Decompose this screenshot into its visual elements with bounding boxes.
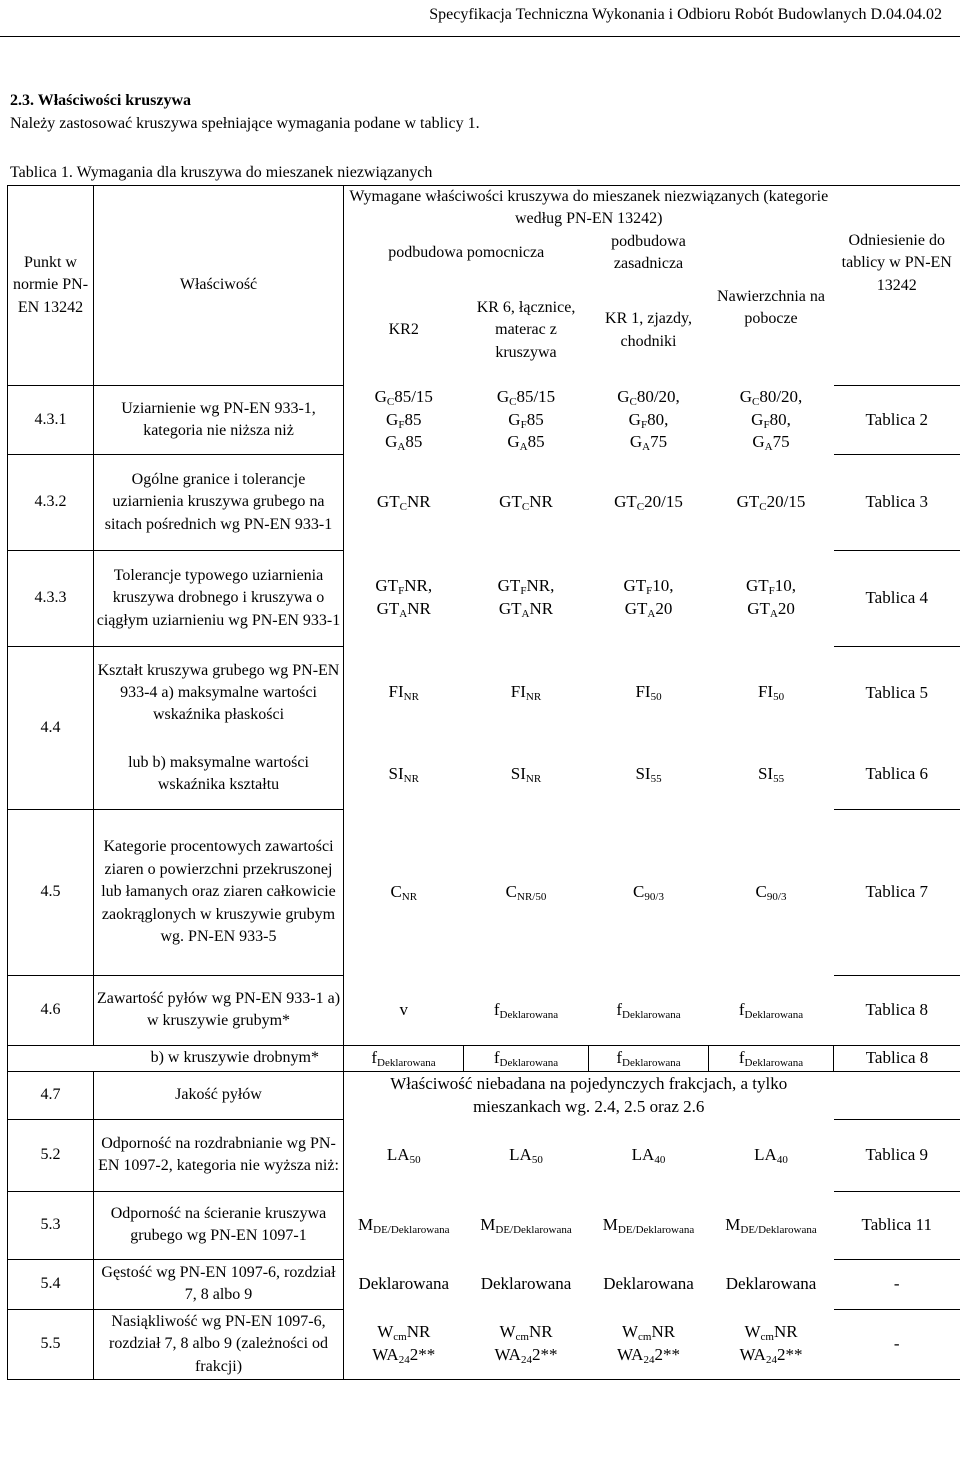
row-punkt: 5.5 — [8, 1309, 94, 1379]
cell-pobocze: $f_{Deklarowana}$ — [709, 1045, 834, 1071]
cell-pobocze: $W_{cm}NR$ $WA_{24}2**$ — [709, 1309, 834, 1379]
cell-kr6: $GT_FNR$, $GT_ANR$ — [497, 576, 555, 621]
row-property: Kształt kruszywa grubego wg PN-EN 933-4 a) maksymalne wartości wskaźnika płaskości — [94, 646, 344, 739]
cell-pobocze: $M_{DE/Deklarowana}$ — [725, 1214, 817, 1236]
cell-kr1: $f_{Deklarowana}$ — [616, 999, 681, 1021]
cell-kr2: $SI_{NR}$ — [388, 763, 419, 785]
section-title: 2.3. Właściwości kruszywa — [10, 92, 192, 109]
row-punkt: 4.3.1 — [8, 386, 94, 455]
row-reference: Tablica 8 — [834, 975, 960, 1045]
cell-kr1: $GT_C20/15$ — [614, 491, 683, 513]
table-row — [8, 809, 960, 975]
header-pomocnicza: podbudowa pomocnicza — [388, 243, 545, 261]
table-row — [8, 646, 960, 739]
cell-kr6: $M_{DE/Deklarowana}$ — [480, 1214, 572, 1236]
cell-pobocze: $SI_{55}$ — [757, 763, 785, 785]
table-row — [8, 1119, 960, 1191]
table-row — [8, 1071, 960, 1119]
row-property: Tolerancje typowego uziarnienia kruszywa drobnego i kruszywa o ciągłym uziarnieniu wg PN-EN 933-1 — [94, 550, 344, 646]
header-odniesienie: Odniesienie do tablicy w PN-EN 13242 — [834, 186, 960, 386]
table-row — [8, 1259, 960, 1309]
table-row — [8, 550, 960, 646]
table-row — [8, 1309, 960, 1379]
row-reference: Tablica 7 — [834, 809, 960, 975]
row-punkt: 5.3 — [8, 1191, 94, 1259]
row-note: Właściwość niebadana na pojedynczych frakcjach, a tylko mieszankach wg. 2.4, 2.5 oraz 2.6 — [344, 1071, 834, 1119]
cell-kr6: Deklarowana — [480, 1273, 572, 1293]
row-property: Uziarnienie wg PN-EN 933-1, kategoria nie niższa niż — [94, 386, 344, 455]
cell-pobocze: $GT_C20/15$ — [736, 491, 806, 513]
cell-kr6: $f_{Deklarowana}$ — [493, 999, 559, 1021]
row-reference: - — [834, 1259, 960, 1309]
cell-pobocze: Deklarowana — [725, 1273, 817, 1293]
row-punkt: 4.5 — [8, 809, 94, 975]
cell-kr6: $C_{NR/50}$ — [505, 881, 547, 903]
section-intro: Należy zastosować kruszywa spełniające wymagania podane w tablicy 1. — [10, 115, 480, 132]
cell-kr6: $W_{cm}NR$ $WA_{24}2**$ — [464, 1309, 589, 1379]
cell-kr2: $M_{DE/Deklarowana}$ — [358, 1214, 450, 1236]
cell-kr1: $LA_{40}$ — [631, 1144, 666, 1166]
header-divider — [0, 36, 960, 37]
table-row — [8, 975, 960, 1045]
cell-kr1: $SI_{55}$ — [635, 763, 662, 785]
row-reference: Tablica 5 — [834, 646, 960, 739]
cell-kr1: $FI_{50}$ — [635, 682, 662, 704]
row-punkt: 5.4 — [8, 1259, 94, 1309]
header-wlasciwosc: Właściwość — [94, 186, 344, 386]
row-property: lub b) maksymalne wartości wskaźnika kształtu — [94, 739, 344, 809]
row-punkt: 4.7 — [8, 1071, 94, 1119]
cell-kr1: $G_C80/20$, $G_F80$, $G_A75$ — [617, 386, 680, 454]
row-property: Odporność na ścieranie kruszywa grubego wg PN-EN 1097-1 — [94, 1191, 344, 1259]
cell-kr2: $W_{cm}NR$ $WA_{24}2**$ — [344, 1309, 464, 1379]
cell-kr6: $FI_{NR}$ — [510, 682, 542, 704]
cell-kr2: $C_{NR}$ — [390, 881, 418, 903]
row-property: Gęstość wg PN-EN 1097-6, rozdział 7, 8 albo 9 — [94, 1259, 344, 1309]
cell-pobocze: $FI_{50}$ — [757, 682, 785, 704]
row-reference — [834, 1071, 960, 1119]
row-property: Kategorie procentowych zawartości ziaren o powierzchni przekruszonej lub łamanych oraz ziaren całkowicie zaokrąglonych w kruszywie grubym wg. PN-EN 933-5 — [94, 809, 344, 975]
row-punkt: 4.3.2 — [8, 454, 94, 550]
cell-kr1: $GT_F10$, $GT_A20$ — [623, 576, 674, 621]
table-row — [8, 739, 960, 809]
cell-kr6: $LA_{50}$ — [509, 1144, 543, 1166]
row-reference: Tablica 9 — [834, 1119, 960, 1191]
row-reference: Tablica 4 — [834, 550, 960, 646]
row-reference: Tablica 2 — [834, 386, 960, 455]
row-punkt: 4.6 — [8, 975, 94, 1045]
header-zasadnicza: podbudowa zasadnicza — [611, 232, 686, 273]
row-reference: - — [834, 1309, 960, 1379]
table-row — [8, 1045, 960, 1071]
row-reference: Tablica 11 — [834, 1191, 960, 1259]
cell-kr1: $f_{Deklarowana}$ — [589, 1045, 709, 1071]
row-punkt: 4.3.3 — [8, 550, 94, 646]
table-row — [8, 386, 960, 455]
cell-pobocze: $C_{90/3}$ — [755, 881, 787, 903]
table-row — [8, 1191, 960, 1259]
header-kr6: KR 6, łącznice, materac z kruszywa — [476, 298, 576, 361]
cell-kr2: $LA_{50}$ — [386, 1144, 421, 1166]
row-property: Ogólne granice i tolerancje uziarnienia kruszywa grubego na sitach pośrednich wg PN-EN 933-1 — [94, 454, 344, 550]
row-reference: Tablica 6 — [834, 739, 960, 809]
row-punkt: 5.2 — [8, 1119, 94, 1191]
cell-pobocze: $f_{Deklarowana}$ — [738, 999, 804, 1021]
cell-pobocze: $G_C80/20$, $G_F80$, $G_A75$ — [739, 386, 803, 454]
table-header-row — [8, 186, 960, 231]
cell-kr2: v — [399, 999, 408, 1019]
cell-kr2: $GT_CNR$ — [376, 491, 431, 513]
cell-kr1: $W_{cm}NR$ $WA_{24}2**$ — [589, 1309, 709, 1379]
cell-kr2: $G_C85/15$ $G_F85$ $G_A85$ — [374, 386, 433, 454]
row-property: Nasiąkliwość wg PN-EN 1097-6, rozdział 7, 8 albo 9 (zależności od frakcji) — [94, 1309, 344, 1379]
cell-kr6: $GT_CNR$ — [499, 491, 553, 513]
row-property: Jakość pyłów — [94, 1071, 344, 1119]
row-punkt: 4.4 — [8, 646, 94, 809]
header-group-title: Wymagane właściwości kruszywa do mieszanek niezwiązanych (kategorie według PN-EN 13242) — [344, 186, 834, 231]
cell-pobocze: $GT_F10$, $GT_A20$ — [745, 576, 797, 621]
cell-kr1: $C_{90/3}$ — [633, 881, 664, 903]
cell-pobocze: $LA_{40}$ — [754, 1144, 788, 1166]
document-header-title: Specyfikacja Techniczna Wykonania i Odbioru Robót Budowlanych D.04.04.02 — [429, 6, 942, 23]
requirements-table — [7, 185, 960, 1380]
row-reference: Tablica 8 — [834, 1045, 960, 1071]
cell-kr6: $SI_{NR}$ — [510, 763, 542, 785]
header-punkt: Punkt w normie PN-EN 13242 — [8, 186, 94, 386]
cell-kr2: $GT_FNR$, $GT_ANR$ — [375, 576, 433, 621]
cell-kr6: $f_{Deklarowana}$ — [464, 1045, 589, 1071]
cell-kr2: $f_{Deklarowana}$ — [344, 1045, 464, 1071]
header-nawierzchnia: Nawierzchnia na pobocze — [717, 287, 825, 328]
table-row — [8, 454, 960, 550]
cell-kr2: $FI_{NR}$ — [388, 682, 419, 704]
row-property: b) w kruszywie drobnym* — [8, 1045, 344, 1071]
table-caption: Tablica 1. Wymagania dla kruszywa do mieszanek niezwiązanych — [10, 164, 433, 181]
cell-kr6: $G_C85/15$ $G_F85$ $G_A85$ — [496, 386, 556, 454]
cell-kr1: Deklarowana — [603, 1273, 694, 1293]
row-reference: Tablica 3 — [834, 454, 960, 550]
row-property: Odporność na rozdrabnianie wg PN-EN 1097-2, kategoria nie wyższa niż: — [94, 1119, 344, 1191]
cell-kr1: $M_{DE/Deklarowana}$ — [602, 1214, 695, 1236]
row-property: Zawartość pyłów wg PN-EN 933-1 a) w kruszywie grubym* — [94, 975, 344, 1045]
cell-kr2: Deklarowana — [358, 1273, 450, 1293]
header-kr2: KR2 — [388, 321, 419, 339]
header-kr1: KR 1, zjazdy, chodniki — [605, 310, 692, 350]
